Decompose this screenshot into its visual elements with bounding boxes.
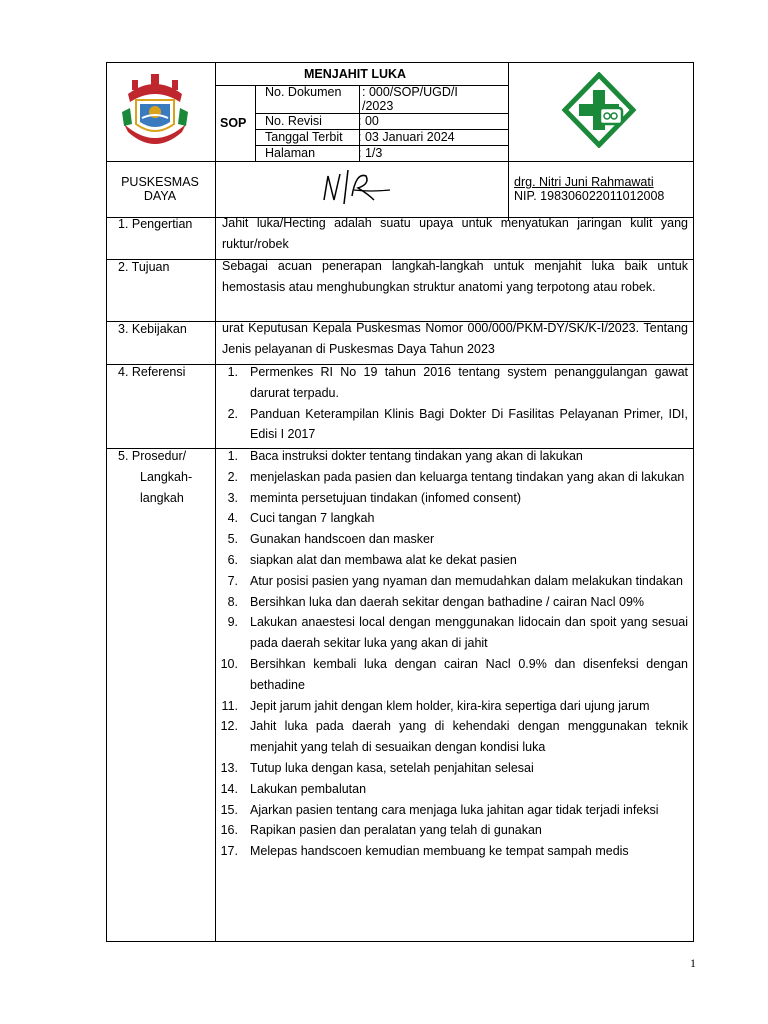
meta-value-tanggal-terbit: : 03 Januari 2024 (358, 130, 455, 144)
list-item: 10. Bersihkan kembali luka dengan cairan Nacl 0.9% dan disenfeksi dengan bethadine (220, 656, 688, 692)
list-item: 13. Tutup luka dengan kasa, setelah penjahitan selesai (220, 760, 534, 775)
list-item: 4. Cuci tangan 7 langkah (227, 511, 375, 526)
list-item: 11. Jepit jarum jahit dengan klem holder, kira-kira sepertiga dari ujung jarum (221, 698, 650, 713)
sop-label: SOP (220, 116, 247, 130)
label-kebijakan: 3. Kebijakan (118, 322, 187, 336)
prosedur-list (216, 446, 688, 862)
label-tujuan: 2. Tujuan (118, 260, 170, 274)
meta-label-no-dokumen: No. Dokumen (265, 85, 342, 99)
list-item: 7. Atur posisi pasien yang nyaman dan memudahkan dalam melakukan tindakan (227, 573, 683, 588)
meta-value-no-revisi: : 00 (358, 114, 379, 128)
page-number: 1 (690, 956, 696, 970)
meta-label-tanggal-terbit: Tanggal Terbit (265, 130, 343, 144)
list-item: 1. Baca instruksi dokter tentang tindakan yang akan di lakukan (227, 449, 583, 463)
label-prosedur-line3: langkah (140, 491, 184, 505)
org-name-line1: PUSKESMAS (121, 175, 199, 189)
org-name-line2: DAYA (143, 189, 177, 203)
meta-value-no-dokumen: : 000/SOP/UGD/I (362, 85, 458, 99)
referensi-list (216, 362, 688, 445)
tujuan-text: Sebagai acuan penerapan langkah-langkah untuk menjahit luka baik untuk hemostasis atau menghubungkan struktur anatomi yang terpotong atau robek. (222, 259, 688, 294)
list-item: 9. Lakukan anaestesi local dengan menggunakan lidocain dan spoit yang sesuai pada daerah sekitar luka yang akan di jahit (227, 615, 688, 651)
label-referensi: 4. Referensi (118, 365, 186, 379)
list-item: 17. Melepas handscoen kemudian membuang ke tempat sampah medis (220, 844, 629, 859)
meta-value-halaman: : 1/3 (358, 146, 383, 160)
list-item: 6. siapkan alat dan membawa alat ke dekat pasien (227, 552, 517, 567)
list-item: 12. Jahit luka pada daerah yang di kehendaki dengan menggunakan teknik menjahit yang telah di sesuaikan dengan kondisi luka (220, 719, 688, 755)
kebijakan-text: urat Keputusan Kepala Puskesmas Nomor 000/000/PKM-DY/SK/K-I/2023. Tentang Jenis pelayanan di Puskesmas Daya Tahun 2023 (222, 321, 688, 356)
list-item: 1. Permenkes RI No 19 tahun 2016 tentang system penanggulangan gawat darurat terpadu. (227, 365, 688, 400)
label-pengertian: 1. Pengertian (118, 217, 193, 231)
list-item: 3. meminta persetujuan tindakan (infomed consent) (227, 490, 521, 505)
pengertian-text: Jahit luka/Hecting adalah suatu upaya untuk menyatukan jaringan kulit yang ruktur/robek (222, 216, 688, 251)
meta-label-halaman: Halaman (265, 146, 316, 160)
list-item: 16. Rapikan pasien dan peralatan yang telah di gunakan (220, 823, 542, 838)
list-item: 2. menjelaskan pada pasien dan keluarga tentang tindakan yang akan di lakukan (227, 469, 685, 484)
signer-nip: NIP. 198306022011012008 (514, 189, 665, 203)
signature (318, 166, 398, 208)
list-item: 5. Gunakan handscoen dan masker (227, 532, 435, 547)
signer-name: drg. Nitri Juni Rahmawati (514, 175, 654, 189)
list-item: 2. Panduan Keterampilan Klinis Bagi Dokter Di Fasilitas Pelayanan Primer, IDI, Edisi I 2017 (227, 406, 688, 442)
list-item: 8. Bersihkan luka dan daerah sekitar dengan bathadine / cairan Nacl 09% (227, 594, 645, 609)
list-item: 14. Lakukan pembalutan (220, 781, 367, 796)
meta-value-no-dokumen-cont: /2023 (362, 99, 394, 113)
label-prosedur-line1: 5. Prosedur/ (118, 449, 187, 463)
meta-label-no-revisi: No. Revisi (265, 114, 322, 128)
list-item: 15. Ajarkan pasien tentang cara menjaga luka jahitan agar tidak terjadi infeksi (220, 802, 659, 817)
document-title: MENJAHIT LUKA (304, 67, 407, 81)
label-prosedur-line2: Langkah- (140, 470, 193, 484)
